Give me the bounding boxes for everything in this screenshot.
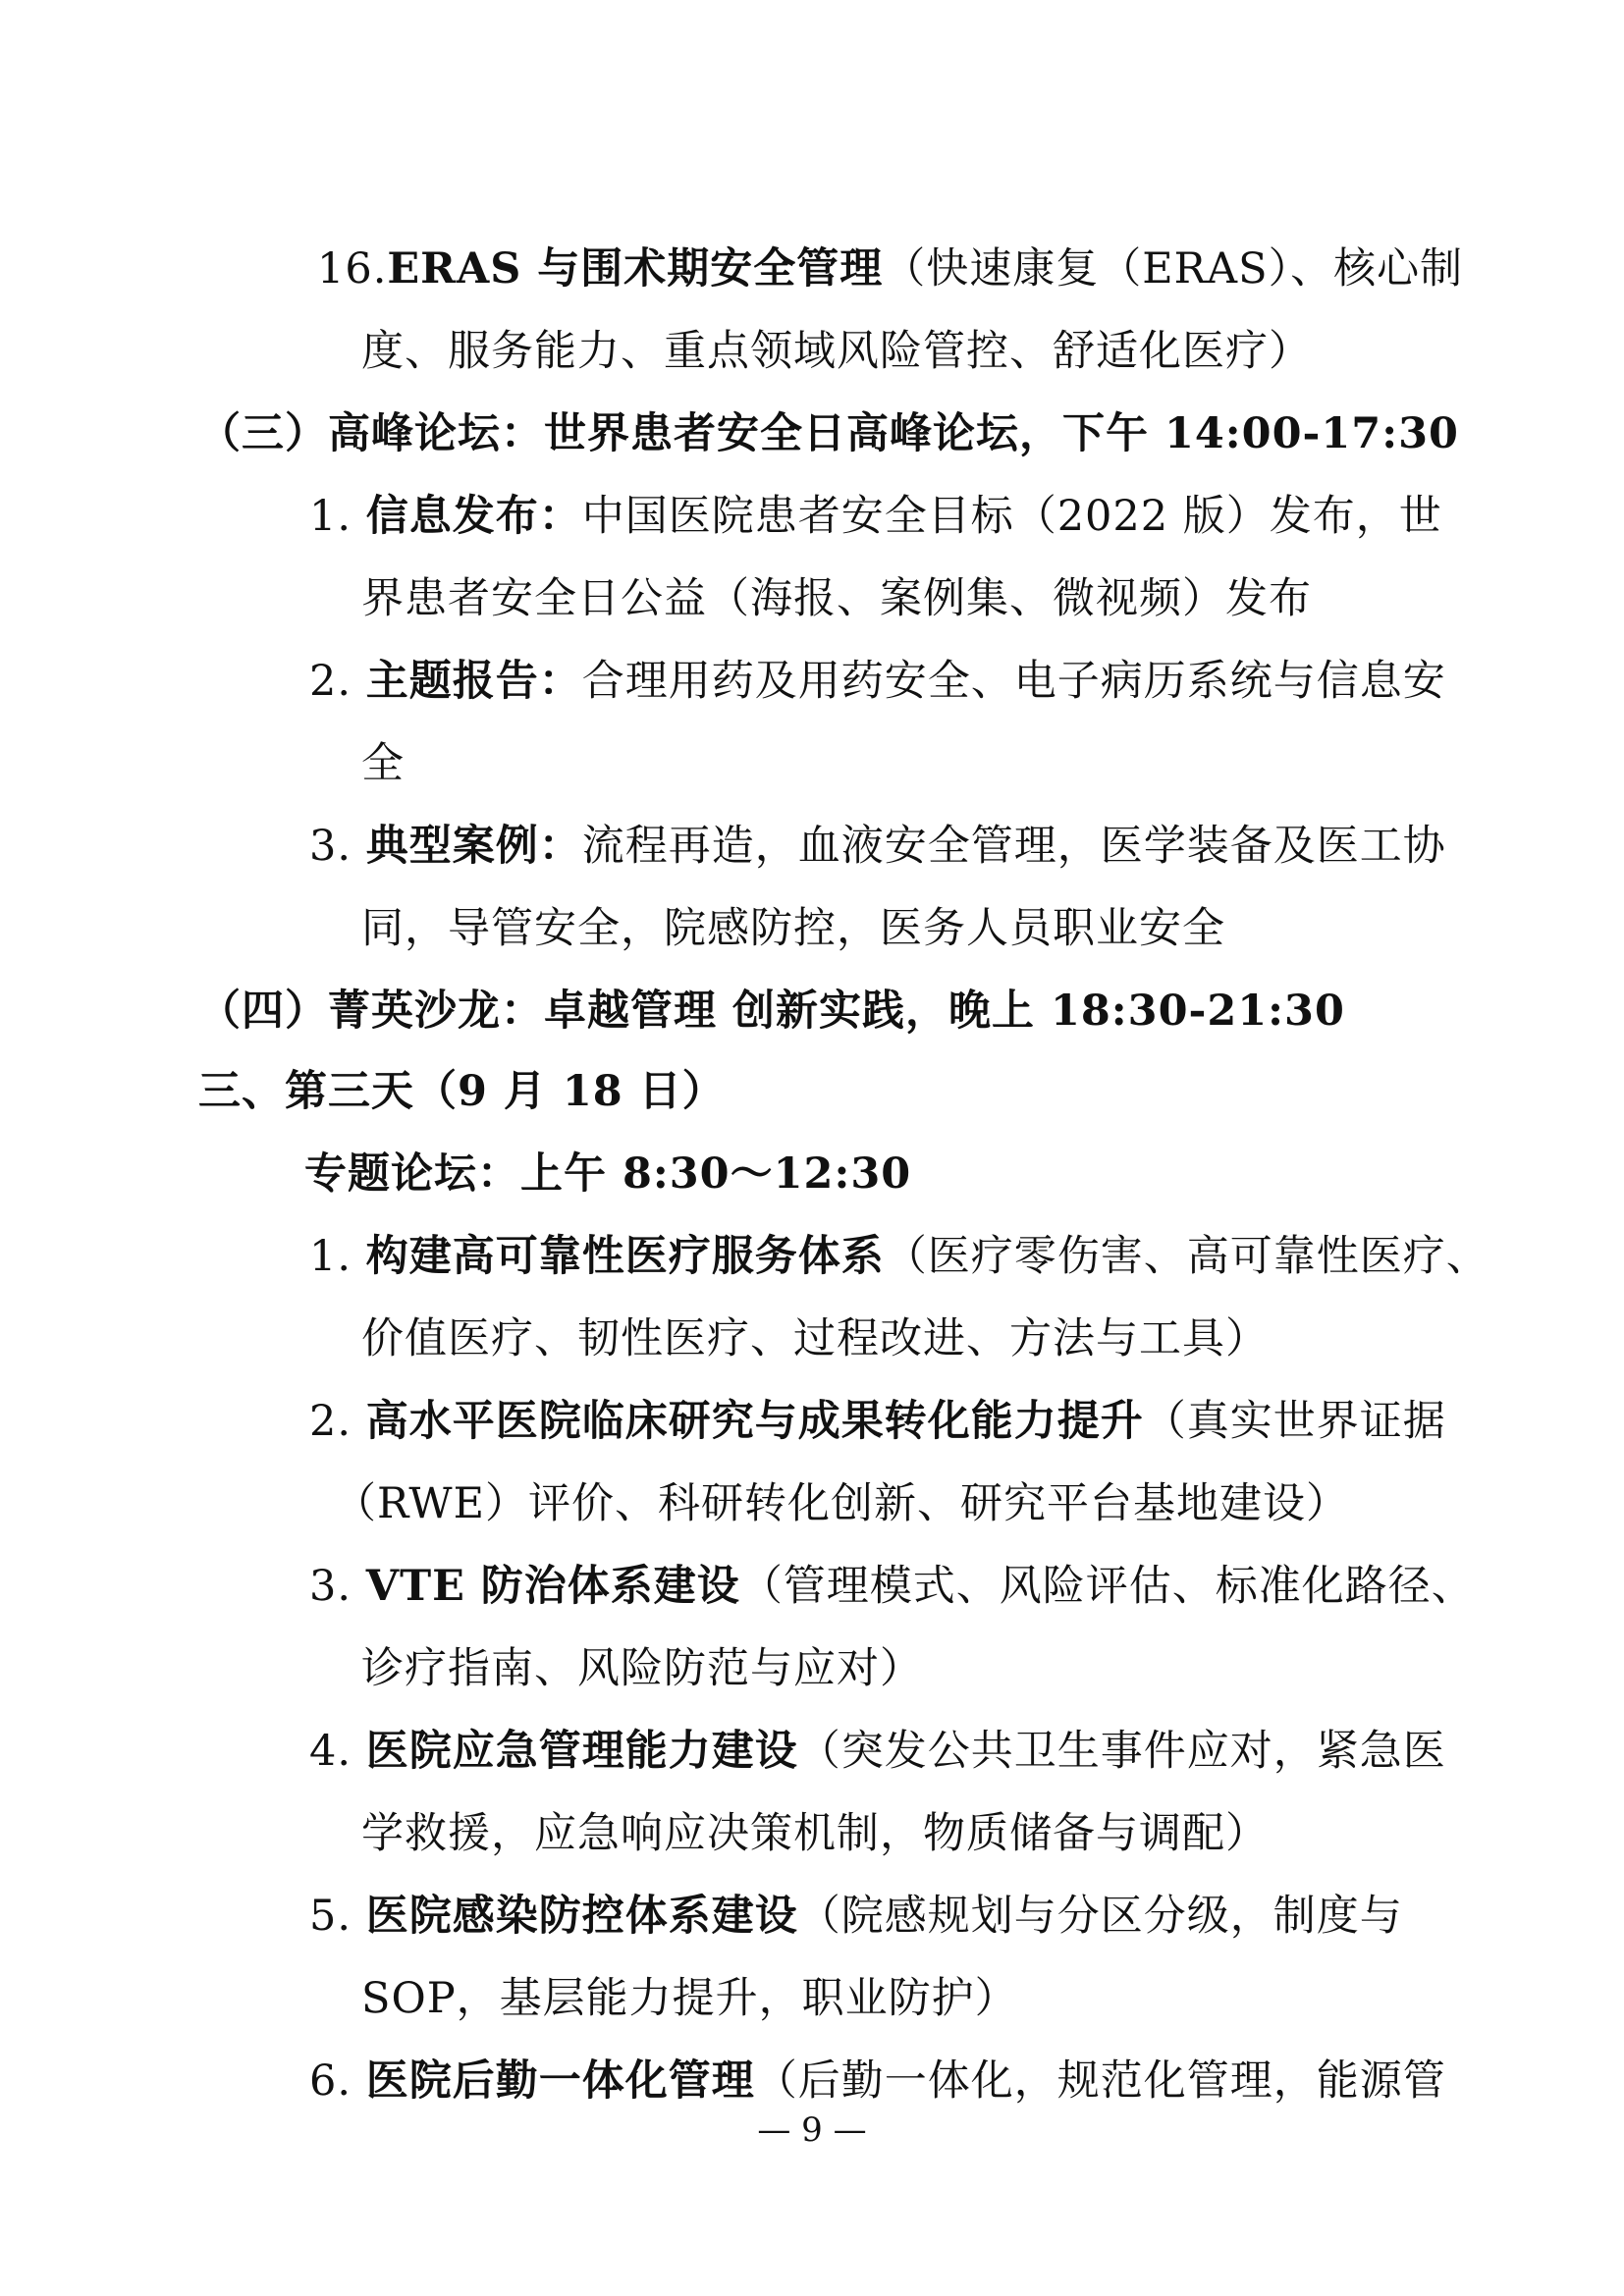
topic-6-title: 医院后勤一体化管理	[365, 2056, 755, 2106]
eras-item-desc-1: （快速康复（ERAS）、核心制	[883, 244, 1464, 294]
topic-5-desc-1: （院感规划与分区分级，制度与	[797, 1892, 1403, 1941]
forum3-item-3-desc-1: 流程再造，血液安全管理，医学装备及医工协	[581, 822, 1446, 871]
topic-6-desc-1: （后勤一体化，规范化管理，能源管	[754, 2056, 1446, 2106]
eras-item-desc-2: 度、服务能力、重点领域风险管控、舒适化医疗）	[361, 327, 1312, 376]
forum3-item-1-number: 1.	[309, 492, 352, 541]
topic-5-number: 5.	[309, 1892, 352, 1941]
topic-3-desc-1: （管理模式、风险评估、标准化路径、	[739, 1562, 1475, 1611]
forum3-item-2-desc-2: 全	[361, 739, 405, 788]
topic-2-line-1	[0, 1392, 1624, 1451]
forum3-item-3-desc-2: 同，导管安全，院感防控，医务人员职业安全	[361, 904, 1225, 953]
forum3-item-2-title: 主题报告：	[365, 657, 582, 706]
day3-subheading: 专题论坛：上午 8:30～12:30	[304, 1149, 912, 1199]
topic-4-line-2	[0, 1804, 1624, 1863]
forum3-heading: （三）高峰论坛：世界患者安全日高峰论坛，下午 14:00-17:30	[198, 409, 1459, 458]
topic-2-number: 2.	[309, 1397, 352, 1446]
forum3-item-2-line-2	[0, 734, 1624, 793]
topic-3-number: 3.	[309, 1562, 352, 1611]
topic-3-desc-2: 诊疗指南、风险防范与应对）	[361, 1644, 923, 1693]
salon-heading: （四）菁英沙龙：卓越管理 创新实践，晚上 18:30-21:30	[198, 987, 1345, 1036]
topic-1-title: 构建高可靠性医疗服务体系	[365, 1232, 885, 1281]
forum3-item-1-desc-1: 中国医院患者安全目标（2022 版）发布，世	[581, 492, 1442, 541]
topic-4-desc-2: 学救援，应急响应决策机制，物质储备与调配）	[361, 1809, 1269, 1858]
eras-item-line-1	[0, 240, 1624, 298]
forum3-item-3-number: 3.	[309, 822, 352, 871]
topic-6-line-1	[0, 2052, 1624, 2110]
eras-item-line-2	[0, 322, 1624, 381]
topic-4-desc-1: （突发公共卫生事件应对，紧急医	[797, 1727, 1446, 1776]
eras-item-title: ERAS 与围术期安全管理	[387, 244, 884, 294]
forum3-item-1-title: 信息发布：	[365, 492, 582, 541]
topic-2-title: 高水平医院临床研究与成果转化能力提升	[365, 1397, 1144, 1446]
topic-4-number: 4.	[309, 1727, 352, 1776]
day3-heading: 三、第三天（9 月 18 日）	[198, 1067, 726, 1116]
forum3-item-1-line-1	[0, 487, 1624, 546]
topic-1-line-2	[0, 1309, 1624, 1368]
forum3-item-1-line-2	[0, 569, 1624, 628]
topic-1-desc-1: （医疗零伤害、高可靠性医疗、	[884, 1232, 1489, 1281]
forum3-item-2-line-1	[0, 652, 1624, 711]
topic-1-line-1	[0, 1227, 1624, 1286]
topic-2-desc-2: （RWE）评价、科研转化创新、研究平台基地建设）	[334, 1479, 1350, 1528]
forum3-item-3-line-1	[0, 817, 1624, 876]
forum3-item-1-desc-2: 界患者安全日公益（海报、案例集、微视频）发布	[361, 574, 1312, 623]
topic-3-line-1	[0, 1557, 1624, 1616]
topic-3-title: VTE 防治体系建设	[365, 1562, 740, 1611]
topic-6-number: 6.	[309, 2056, 352, 2106]
topic-4-title: 医院应急管理能力建设	[365, 1727, 798, 1776]
topic-1-desc-2: 价值医疗、韧性医疗、过程改进、方法与工具）	[361, 1314, 1269, 1363]
forum3-item-3-title: 典型案例：	[365, 822, 582, 871]
topic-5-desc-2: SOP，基层能力提升，职业防护）	[361, 1974, 1018, 2023]
forum3-item-2-desc-1: 合理用药及用药安全、电子病历系统与信息安	[581, 657, 1446, 706]
topic-1-number: 1.	[309, 1232, 352, 1281]
topic-5-line-2	[0, 1969, 1624, 2028]
topic-4-line-1	[0, 1722, 1624, 1781]
topic-5-line-1	[0, 1887, 1624, 1946]
topic-5-title: 医院感染防控体系建设	[365, 1892, 798, 1941]
eras-item-number: 16.	[317, 244, 388, 294]
forum3-item-2-number: 2.	[309, 657, 352, 706]
topic-3-line-2	[0, 1639, 1624, 1698]
topic-2-line-2	[0, 1474, 1624, 1533]
page-number: — 9 —	[757, 2110, 867, 2150]
forum3-item-3-line-2	[0, 899, 1624, 958]
topic-2-desc-1: （真实世界证据	[1143, 1397, 1446, 1446]
